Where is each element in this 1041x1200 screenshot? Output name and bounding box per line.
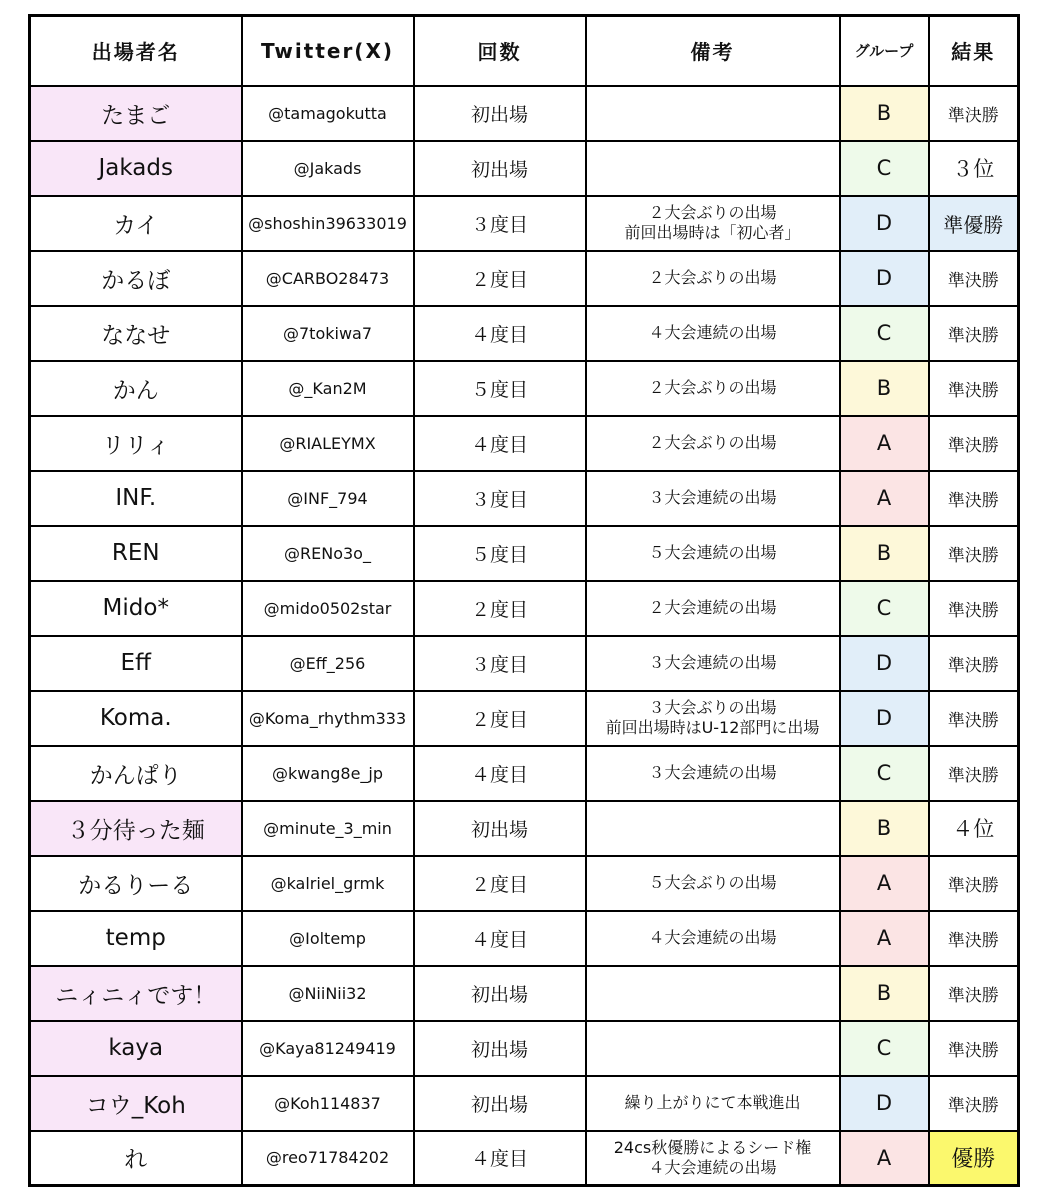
participant-name: kaya: [30, 1021, 242, 1076]
participant-name: カイ: [30, 196, 242, 251]
twitter-handle: @Kaya81249419: [242, 1021, 414, 1076]
participant-name: かるりーる: [30, 856, 242, 911]
table-row: [30, 746, 1019, 801]
note-cell: [586, 581, 840, 636]
group-badge: C: [840, 1021, 929, 1076]
group-badge: B: [840, 526, 929, 581]
twitter-handle: @RIALEYMX: [242, 416, 414, 471]
note-line: ４大会連続の出場: [648, 323, 777, 342]
appearance-count: ２度目: [414, 691, 586, 746]
table-row: [30, 801, 1019, 856]
note-cell: [586, 196, 840, 251]
twitter-handle: @INF_794: [242, 471, 414, 526]
appearance-count: 初出場: [414, 801, 586, 856]
result-cell: 準決勝: [929, 691, 1019, 746]
table-row: [30, 471, 1019, 526]
appearance-count: ４度目: [414, 911, 586, 966]
note-line: ２大会ぶりの出場: [648, 433, 777, 452]
header-count: 回数: [414, 16, 586, 86]
result-cell: 準決勝: [929, 251, 1019, 306]
appearance-count: 初出場: [414, 966, 586, 1021]
group-badge: C: [840, 141, 929, 196]
twitter-handle: @7tokiwa7: [242, 306, 414, 361]
note-cell: [586, 86, 840, 141]
participants-table: [28, 14, 1020, 1187]
twitter-handle: @Koh114837: [242, 1076, 414, 1131]
appearance-count: ４度目: [414, 1131, 586, 1186]
twitter-handle: @Ioltemp: [242, 911, 414, 966]
note-line: 繰り上がりにて本戦進出: [624, 1093, 801, 1112]
note-line: 24cs秋優勝によるシード権: [613, 1137, 812, 1157]
table-row: [30, 86, 1019, 141]
result-cell: 準決勝: [929, 581, 1019, 636]
participant-name: かん: [30, 361, 242, 416]
result-cell: 準決勝: [929, 966, 1019, 1021]
note-cell: [586, 471, 840, 526]
appearance-count: ４度目: [414, 306, 586, 361]
note-cell: [586, 1021, 840, 1076]
group-badge: A: [840, 911, 929, 966]
participant-name: Koma.: [30, 691, 242, 746]
participant-name: かるぼ: [30, 251, 242, 306]
group-badge: B: [840, 801, 929, 856]
note-cell: [586, 636, 840, 691]
twitter-handle: @reo71784202: [242, 1131, 414, 1186]
note-cell: [586, 691, 840, 746]
note-cell: [586, 1131, 840, 1186]
appearance-count: 初出場: [414, 141, 586, 196]
note-cell: [586, 526, 840, 581]
participant-name: ニィニィです！: [30, 966, 242, 1021]
appearance-count: 初出場: [414, 1076, 586, 1131]
group-badge: D: [840, 636, 929, 691]
note-cell: [586, 746, 840, 801]
note-line: ５大会ぶりの出場: [648, 873, 777, 892]
note-cell: [586, 856, 840, 911]
result-cell: 準決勝: [929, 86, 1019, 141]
participant-name: ３分待った麺: [30, 801, 242, 856]
header-row: [30, 16, 1019, 86]
table-row: [30, 1021, 1019, 1076]
result-cell: 準決勝: [929, 911, 1019, 966]
twitter-handle: @mido0502star: [242, 581, 414, 636]
note-line: ３大会ぶりの出場: [648, 698, 777, 717]
table-row: [30, 251, 1019, 306]
result-cell: 準決勝: [929, 416, 1019, 471]
twitter-handle: @shoshin39633019: [242, 196, 414, 251]
table-row: [30, 911, 1019, 966]
group-badge: D: [840, 251, 929, 306]
group-badge: A: [840, 856, 929, 911]
appearance-count: ５度目: [414, 526, 586, 581]
participant-name: ななせ: [30, 306, 242, 361]
result-cell: 準決勝: [929, 1076, 1019, 1131]
appearance-count: ５度目: [414, 361, 586, 416]
table-row: [30, 361, 1019, 416]
note-line: ３大会連続の出場: [648, 653, 777, 672]
participant-name: REN: [30, 526, 242, 581]
note-line: ２大会連続の出場: [648, 598, 777, 617]
note-cell: [586, 911, 840, 966]
result-cell: 優勝: [929, 1131, 1019, 1186]
table-row: [30, 691, 1019, 746]
participant-name: Mido*: [30, 581, 242, 636]
participant-name: かんぱり: [30, 746, 242, 801]
twitter-handle: @RENo3o_: [242, 526, 414, 581]
header-group: グループ: [840, 16, 929, 86]
header-name: 出場者名: [30, 16, 242, 86]
note-line: ３大会連続の出場: [648, 488, 777, 507]
twitter-handle: @tamagokutta: [242, 86, 414, 141]
group-badge: C: [840, 746, 929, 801]
twitter-handle: @_Kan2M: [242, 361, 414, 416]
note-line: ４大会連続の出場: [648, 1157, 777, 1177]
group-badge: B: [840, 966, 929, 1021]
appearance-count: ４度目: [414, 746, 586, 801]
result-cell: ３位: [929, 141, 1019, 196]
note-line: ２大会ぶりの出場: [648, 203, 777, 222]
table-row: [30, 1131, 1019, 1186]
result-cell: 準決勝: [929, 306, 1019, 361]
note-line: 前回出場時はU-12部門に出場: [605, 718, 820, 737]
note-cell: [586, 966, 840, 1021]
participant-name: INF.: [30, 471, 242, 526]
note-cell: [586, 251, 840, 306]
appearance-count: ２度目: [414, 581, 586, 636]
participant-name: Eff: [30, 636, 242, 691]
appearance-count: ３度目: [414, 196, 586, 251]
result-cell: 準決勝: [929, 1021, 1019, 1076]
twitter-handle: @kwang8e_jp: [242, 746, 414, 801]
participant-name: Jakads: [30, 141, 242, 196]
result-cell: 準決勝: [929, 471, 1019, 526]
note-cell: [586, 306, 840, 361]
table-row: [30, 141, 1019, 196]
result-cell: 準決勝: [929, 526, 1019, 581]
result-cell: ４位: [929, 801, 1019, 856]
participants-body: [30, 86, 1019, 1186]
table-row: [30, 416, 1019, 471]
table-row: [30, 196, 1019, 251]
header-twitter: Twitter(X): [242, 16, 414, 86]
twitter-handle: @Jakads: [242, 141, 414, 196]
table-row: [30, 636, 1019, 691]
group-badge: D: [840, 196, 929, 251]
table-row: [30, 966, 1019, 1021]
result-cell: 準決勝: [929, 746, 1019, 801]
result-cell: 準決勝: [929, 636, 1019, 691]
note-line: ５大会連続の出場: [648, 543, 777, 562]
note-cell: [586, 361, 840, 416]
note-cell: [586, 141, 840, 196]
header-note: 備考: [586, 16, 840, 86]
note-cell: [586, 801, 840, 856]
result-cell: 準決勝: [929, 361, 1019, 416]
twitter-handle: @kalriel_grmk: [242, 856, 414, 911]
table-row: [30, 526, 1019, 581]
group-badge: A: [840, 416, 929, 471]
table-row: [30, 1076, 1019, 1131]
participant-name: リリィ: [30, 416, 242, 471]
appearance-count: ２度目: [414, 251, 586, 306]
note-cell: [586, 1076, 840, 1131]
twitter-handle: @minute_3_min: [242, 801, 414, 856]
participant-name: temp: [30, 911, 242, 966]
twitter-handle: @Eff_256: [242, 636, 414, 691]
twitter-handle: @CARBO28473: [242, 251, 414, 306]
twitter-handle: @NiiNii32: [242, 966, 414, 1021]
group-badge: B: [840, 86, 929, 141]
group-badge: C: [840, 581, 929, 636]
result-cell: 準決勝: [929, 856, 1019, 911]
group-badge: A: [840, 1131, 929, 1186]
twitter-handle: @Koma_rhythm333: [242, 691, 414, 746]
note-line: ２大会ぶりの出場: [648, 268, 777, 287]
group-badge: D: [840, 1076, 929, 1131]
note-line: ４大会連続の出場: [648, 928, 777, 947]
participant-name: たまご: [30, 86, 242, 141]
table-row: [30, 856, 1019, 911]
appearance-count: ３度目: [414, 636, 586, 691]
appearance-count: ２度目: [414, 856, 586, 911]
appearance-count: ３度目: [414, 471, 586, 526]
note-line: ２大会ぶりの出場: [648, 378, 777, 397]
note-line: 前回出場時は「初心者」: [624, 223, 801, 242]
group-badge: D: [840, 691, 929, 746]
participant-name: れ: [30, 1131, 242, 1186]
header-result: 結果: [929, 16, 1019, 86]
appearance-count: ４度目: [414, 416, 586, 471]
result-cell: 準優勝: [929, 196, 1019, 251]
table-row: [30, 581, 1019, 636]
table-row: [30, 306, 1019, 361]
participant-name: コウ_Koh: [30, 1076, 242, 1131]
appearance-count: 初出場: [414, 1021, 586, 1076]
group-badge: A: [840, 471, 929, 526]
appearance-count: 初出場: [414, 86, 586, 141]
group-badge: B: [840, 361, 929, 416]
note-line: ３大会連続の出場: [648, 763, 777, 782]
group-badge: C: [840, 306, 929, 361]
note-cell: [586, 416, 840, 471]
